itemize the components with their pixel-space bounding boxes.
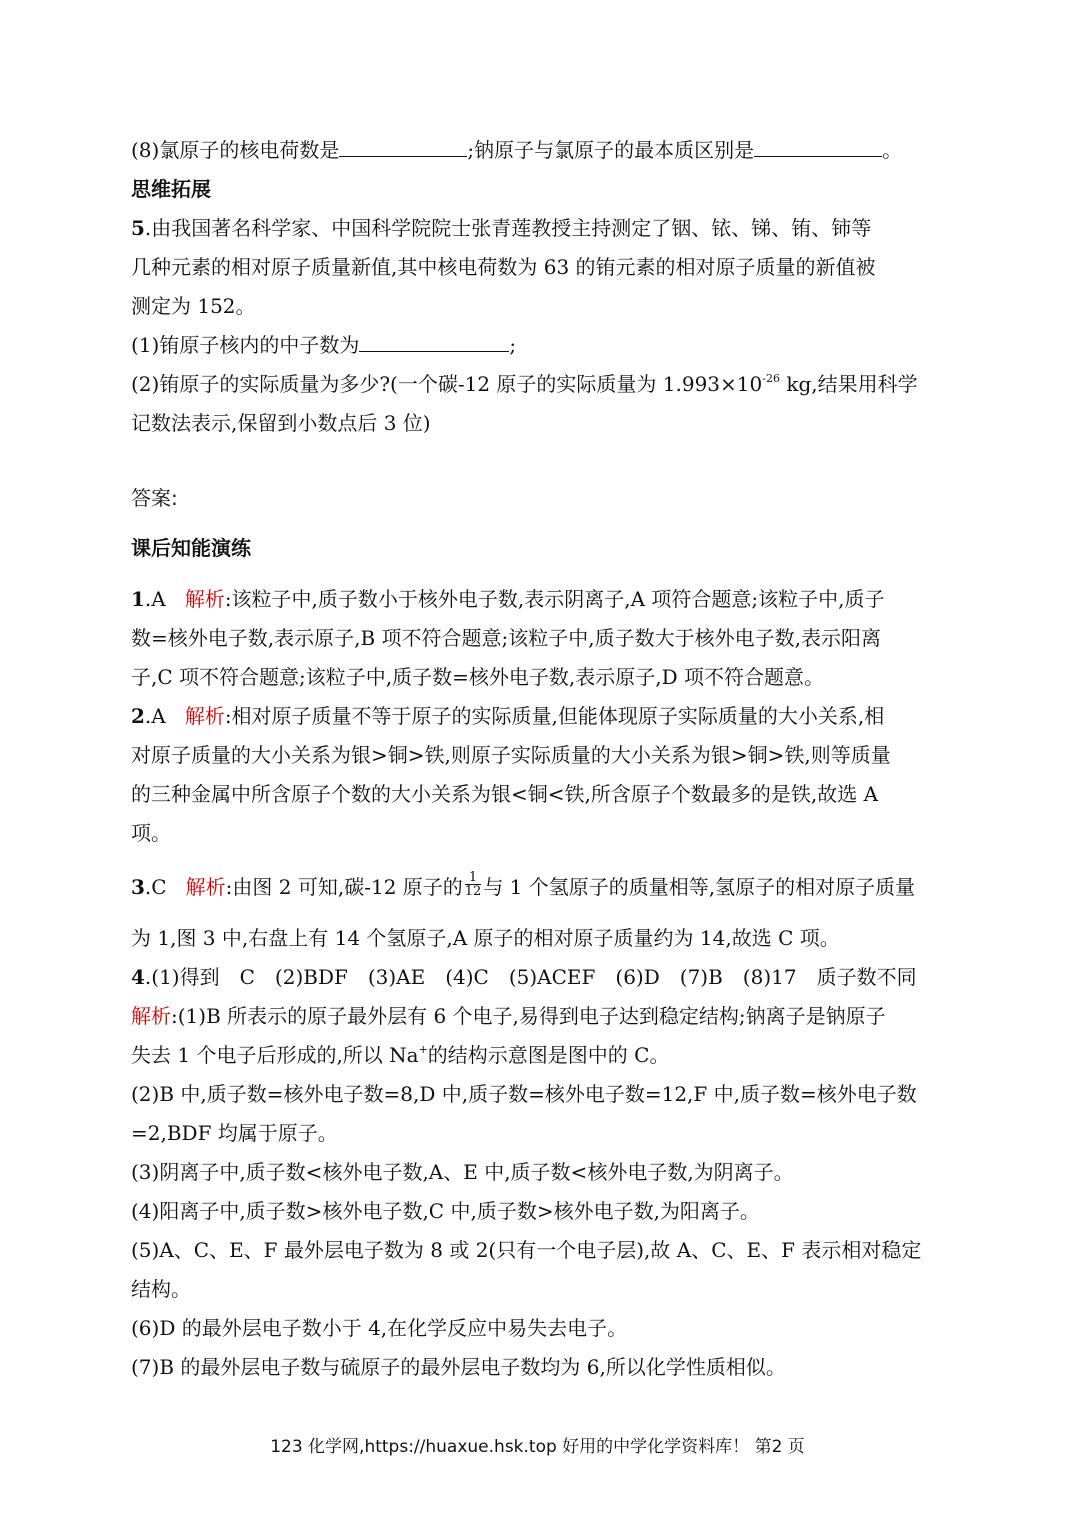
answer-4-analysis-line-8: 结构。 <box>131 1277 191 1301</box>
answer-4-analysis-line-3: (2)B 中,质子数=核外电子数=8,D 中,质子数=核外电子数=12,F 中,质子数=核外电子数 <box>131 1082 917 1106</box>
question-4-8: (8)氯原子的核电荷数是 ;钠原子与氯原子的最本质区别是 。 <box>131 138 903 162</box>
answer-4-analysis-line-9: (6)D 的最外层电子数小于 4,在化学反应中易失去电子。 <box>131 1316 628 1340</box>
answer-3-line-1: 3.C 解析:由图 2 可知,碳-12 原子的 $\frac{1}{12}$ 与 1 个氢原子的质量相等,氢原子的相对原子质量 <box>131 870 916 899</box>
answer-3-line-2: 为 1,图 3 中,右盘上有 14 个氢原子,A 原子的相对原子质量约为 14,故选 C 项。 <box>131 926 840 950</box>
answer-2-line-1: 2.A 解析:相对原子质量不等于原子的实际质量,但能体现原子实际质量的大小关系,相 <box>131 704 885 728</box>
analysis-tag: 解析 <box>131 1004 171 1028</box>
section-heading-after-class: 课后知能演练 <box>131 536 251 560</box>
answer-4-analysis-line-7: (5)A、C、E、F 最外层电子数为 8 或 2(只有一个电子层),故 A、C、E、F 表示相对稳定 <box>131 1238 922 1262</box>
answer-4-analysis-line-10: (7)B 的最外层电子数与硫原子的最外层电子数均为 6,所以化学性质相似。 <box>131 1355 786 1379</box>
analysis-tag: 解析 <box>184 587 225 611</box>
answer-blank <box>359 333 509 352</box>
answer-1-line-1: 1.A 解析:该粒子中,质子数小于核外电子数,表示阴离子,A 项符合题意;该粒子中,质子 <box>131 587 885 611</box>
question-5-line-2: 几种元素的相对原子质量新值,其中核电荷数为 63 的铕元素的相对原子质量的新值被 <box>131 255 876 279</box>
page-footer: 123 化学网,https://huaxue.hsk.top 好用的中学化学资料库！ 第2 页 <box>270 1437 805 1457</box>
answer-4-analysis-line-5: (3)阴离子中,质子数<核外电子数,A、E 中,质子数<核外电子数,为阴离子。 <box>131 1160 794 1184</box>
answer-4-analysis-line-1: 解析:(1)B 所表示的原子最外层有 6 个电子,易得到电子达到稳定结构;钠离子是钠原子 <box>131 1004 886 1028</box>
answer-1-line-3: 子,C 项不符合题意;该粒子中,质子数=核外电子数,表示原子,D 项不符合题意。 <box>131 665 824 689</box>
answer-1-line-2: 数=核外电子数,表示原子,B 项不符合题意;该粒子中,质子数大于核外电子数,表示阳离 <box>131 626 881 650</box>
analysis-tag: 解析 <box>185 875 226 899</box>
question-5-sub-2: (2)铕原子的实际质量为多少?(一个碳-12 原子的实际质量为 $1.993\times 10^{-26}$ kg,结果用科学 <box>131 372 918 396</box>
answer-blank <box>339 138 467 157</box>
analysis-tag: 解析 <box>184 704 225 728</box>
answer-2-line-2: 对原子质量的大小关系为银>铜>铁,则原子实际质量的大小关系为银>铜>铁,则等质量 <box>131 743 891 767</box>
answer-4-analysis-line-2: 失去 1 个电子后形成的,所以 Na+的结构示意图是图中的 C。 <box>131 1043 670 1067</box>
question-5-line-1: 5.由我国著名科学家、中国科学院院士张青莲教授主持测定了铟、铱、锑、铕、铈等 <box>131 216 872 240</box>
answer-4-analysis-line-4: =2,BDF 均属于原子。 <box>131 1121 338 1145</box>
question-5-sub-2-line-2: 记数法表示,保留到小数点后 3 位) <box>131 411 431 435</box>
answer-2-line-3: 的三种金属中所含原子个数的大小关系为银<铜<铁,所含原子个数最多的是铁,故选 A <box>131 782 879 806</box>
section-heading-thinking: 思维拓展 <box>131 177 211 201</box>
answer-blank <box>754 138 882 157</box>
answer-4-answers: 4.(1)得到 C (2)BDF (3)AE (4)C (5)ACEF (6)D (7)B (8)17 质子数不同 <box>131 965 917 989</box>
fraction: $\frac{1}{12}$ <box>464 870 482 899</box>
question-5-line-3: 测定为 152。 <box>131 294 256 318</box>
answer-2-line-4: 项。 <box>131 821 171 845</box>
question-5-sub-1: (1)铕原子核内的中子数为 ; <box>131 333 517 357</box>
answers-label: 答案: <box>131 486 178 510</box>
answer-4-analysis-line-6: (4)阳离子中,质子数>核外电子数,C 中,质子数>核外电子数,为阳离子。 <box>131 1199 760 1223</box>
